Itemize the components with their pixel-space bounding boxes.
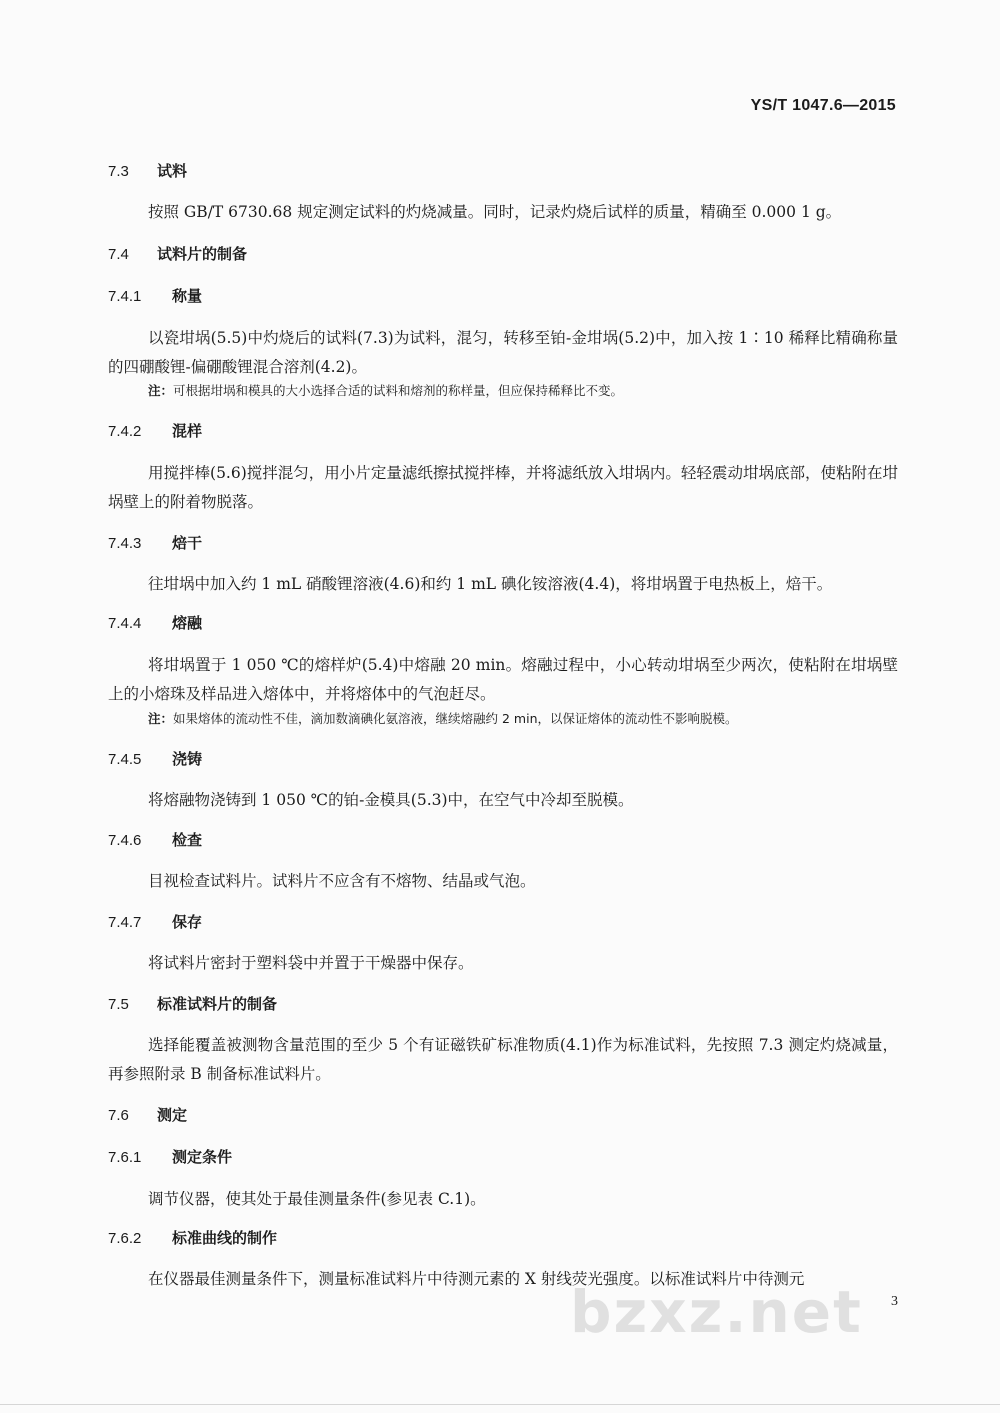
section-heading-7-4-5 [108,748,202,769]
section-number: 7.6.1 [108,1149,142,1166]
section-heading-7-4 [108,243,247,264]
note-7-4-4 [148,710,898,728]
paragraph-7-4-2: 用搅拌棒(5.6)搅拌混匀，用小片定量滤纸擦拭搅拌棒，并将滤纸放入坩埚内。轻轻震动坩埚底部，使粘附在坩埚壁上的附着物脱落。 [108,464,898,511]
watermark: bzxz.net [570,1278,863,1346]
section-number: 7.6 [108,1107,129,1124]
section-heading-7-6-2 [108,1227,277,1248]
section-title: 标准试料片的制备 [157,995,278,1013]
section-title: 浇铸 [172,750,203,768]
paragraph-7-4-6: 目视检查试料片。试料片不应含有不熔物、结晶或气泡。 [148,872,536,890]
paragraph-7-4-5: 将熔融物浇铸到 1 050 ℃的铂-金模具(5.3)中，在空气中冷却至脱模。 [148,791,634,809]
section-title: 熔融 [172,614,203,632]
section-number: 7.4.6 [108,832,142,849]
note-label: 注： [148,711,174,726]
page-bottom-edge [0,1404,1000,1405]
section-title: 保存 [172,913,203,931]
section-heading-7-4-6 [108,829,202,850]
section-heading-7-6 [108,1104,187,1125]
section-title: 称量 [172,287,203,305]
paragraph-7-4-4: 将坩埚置于 1 050 ℃的熔样炉(5.4)中熔融 20 min。熔融过程中，小心转动坩埚至少两次，使粘附在坩埚壁上的小熔珠及样品进入熔体中，并将熔体中的气泡赶尽。 [108,656,898,703]
section-title: 试料片的制备 [157,245,248,263]
section-number: 7.3 [108,163,129,180]
document-code: YS/T 1047.6—2015 [750,97,896,114]
section-heading-7-4-2 [108,420,202,441]
page-number: 3 [891,1294,898,1309]
section-title: 混样 [172,422,203,440]
section-number: 7.4.1 [108,288,142,305]
section-number: 7.5 [108,996,129,1013]
section-heading-7-5 [108,993,277,1014]
section-heading-7-4-1 [108,285,202,306]
section-heading-7-4-4 [108,612,202,633]
paragraph-7-6-2: 在仪器最佳测量条件下，测量标准试料片中待测元素的 X 射线荧光强度。以标准试料片中待测元 [148,1270,805,1288]
note-label: 注： [148,383,174,398]
note-text: 如果熔体的流动性不佳，滴加数滴碘化氨溶液，继续熔融约 2 min，以保证熔体的流动性不影响脱模。 [173,711,738,726]
section-number: 7.4.5 [108,751,142,768]
section-title: 测定 [157,1106,188,1124]
paragraph-7-4-1: 以瓷坩埚(5.5)中灼烧后的试料(7.3)为试料，混匀，转移至铂-金坩埚(5.2)中，加入按 1∶10 稀释比精确称量的四硼酸锂-偏硼酸锂混合溶剂(4.2)。 [108,329,898,376]
section-number: 7.4 [108,246,129,263]
section-number: 7.4.7 [108,914,142,931]
note-text: 可根据坩埚和模具的大小选择合适的试料和熔剂的称样量，但应保持稀释比不变。 [173,383,624,398]
paragraph-7-4-3: 往坩埚中加入约 1 mL 硝酸锂溶液(4.6)和约 1 mL 碘化铵溶液(4.4)，将坩埚置于电热板上，焙干。 [148,575,833,593]
section-title: 试料 [157,162,188,180]
section-title: 检查 [172,831,203,849]
paragraph-7-5: 选择能覆盖被测物含量范围的至少 5 个有证磁铁矿标准物质(4.1)作为标准试料，先按照 7.3 测定灼烧减量，再参照附录 B 制备标准试料片。 [108,1036,898,1083]
paragraph-7-3: 按照 GB/T 6730.68 规定测定试料的灼烧减量。同时，记录灼烧后试样的质量，精确至 0.000 1 g。 [148,203,842,221]
section-number: 7.4.3 [108,535,142,552]
section-heading-7-6-1 [108,1146,232,1167]
section-title: 焙干 [172,534,203,552]
section-heading-7-3 [108,160,187,181]
section-number: 7.4.2 [108,423,142,440]
paragraph-7-6-1: 调节仪器，使其处于最佳测量条件(参见表 C.1)。 [148,1190,486,1208]
section-number: 7.6.2 [108,1230,142,1247]
paragraph-7-4-7: 将试料片密封于塑料袋中并置于干燥器中保存。 [148,954,474,972]
note-7-4-1 [148,382,898,400]
section-heading-7-4-3 [108,532,202,553]
section-heading-7-4-7 [108,911,202,932]
section-title: 标准曲线的制作 [172,1229,278,1247]
section-title: 测定条件 [172,1148,233,1166]
section-number: 7.4.4 [108,615,142,632]
